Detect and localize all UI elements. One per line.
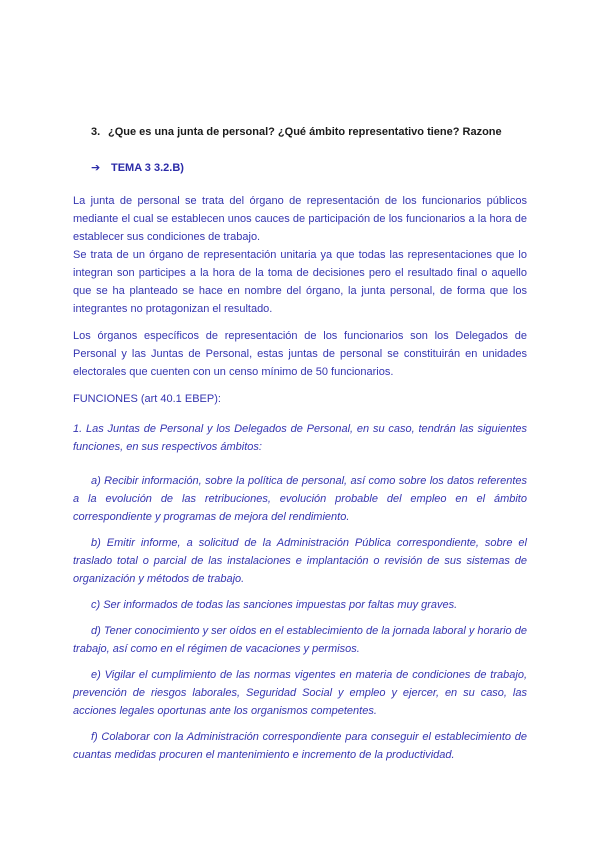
function-item-a: a) Recibir información, sobre la política de personal, así como sobre los datos referentes a la evolución de las retribuciones, evolución probable del empleo en el ámbito correspondiente y programas de mejora del rendimiento. bbox=[73, 475, 527, 523]
question-text: ¿Que es una junta de personal? ¿Qué ámbito representativo tiene? Razone bbox=[108, 126, 502, 138]
funciones-intro: 1. Las Juntas de Personal y los Delegados de Personal, en su caso, tendrán las siguientes funciones, en sus respectivos ámbitos: bbox=[73, 423, 527, 453]
paragraph-definition: La junta de personal se trata del órgano de representación de los funcionarios públicos mediante el cual se establecen unos cauces de participación de los funcionarios a la hora de establecer sus condiciones de trabajo. bbox=[73, 195, 527, 243]
function-item-b: b) Emitir informe, a solicitud de la Administración Pública correspondiente, sobre el traslado total o parcial de las instalaciones e implantación o revisión de sus sistemas de organización y métodos de trabajo. bbox=[73, 537, 527, 585]
paragraph-specific-organs: Los órganos específicos de representación de los funcionarios son los Delegados de Personal y las Juntas de Personal, estas juntas de personal se constituirán en unidades electorales que cuenten con un censo mínimo de 50 funcionarios. bbox=[73, 330, 527, 378]
tema-reference bbox=[91, 161, 184, 174]
arrow-right-icon: ➔ bbox=[91, 162, 101, 174]
question-heading bbox=[91, 126, 551, 138]
funciones-heading: FUNCIONES (art 40.1 EBEP): bbox=[73, 393, 221, 405]
question-number: 3. bbox=[91, 126, 101, 138]
function-item-d: d) Tener conocimiento y ser oídos en el establecimiento de la jornada laboral y horario de trabajo, así como en el régimen de vacaciones y permisos. bbox=[73, 625, 527, 655]
paragraph-unitary-organ: Se trata de un órgano de representación unitaria ya que todas las representaciones que lo integran son participes a la hora de la toma de decisiones pero el resultado final o aquello que se ha planteado se hace en nombre del órgano, la junta personal, de forma que los integrantes no protagonizan el resultado. bbox=[73, 249, 527, 315]
tema-label: TEMA 3 3.2.B) bbox=[111, 162, 184, 174]
function-item-f: f) Colaborar con la Administración correspondiente para conseguir el establecimiento de cuantas medidas procuren el mantenimiento e incremento de la productividad. bbox=[73, 731, 527, 761]
function-item-c: c) Ser informados de todas las sanciones impuestas por faltas muy graves. bbox=[91, 599, 458, 611]
function-item-e: e) Vigilar el cumplimiento de las normas vigentes en materia de condiciones de trabajo, prevención de riesgos laborales, Seguridad Social y empleo y ejercer, en su caso, las acciones legales oportunas ante los organismos competentes. bbox=[73, 669, 527, 717]
